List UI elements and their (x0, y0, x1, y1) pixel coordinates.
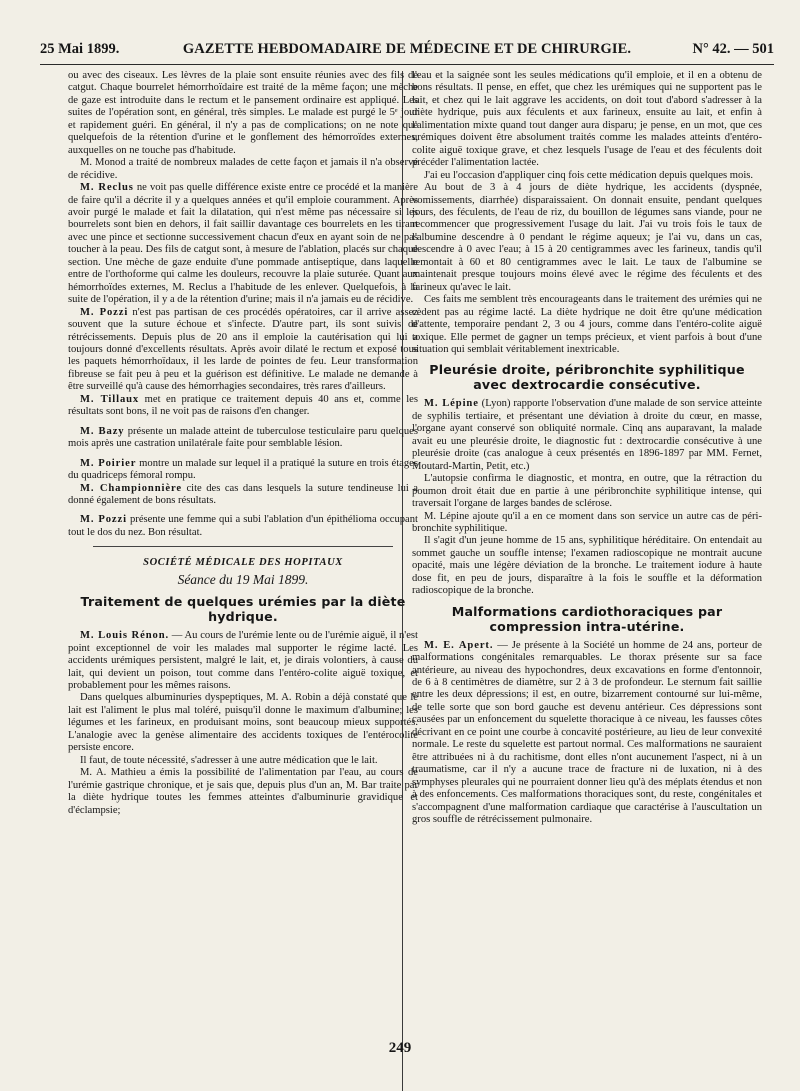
paragraph-text: présente une femme qui a subi l'ablation d'un épithélioma occupant tout le dos du nez. Bon résultat. (68, 514, 418, 538)
paragraph-text: présente un malade atteint de tuberculose testiculaire paru quelques mois après une castration unilatérale faite pour semblable lésion. (68, 425, 418, 450)
paragraph-text: — Au cours de l'urémie lente ou de l'urémie aiguë, il n'est point exceptionnel de voir les malades mal supporter le régime lacté. Les accidents urémiques persistent, malgré le lait, et, je dirais volontiers, à cause du lait, qui devient un poison, tout comme dans l'entéro-colite aiguë toxique, et probablement pour les mêmes raisons. (68, 630, 418, 692)
paragraph (68, 483, 418, 508)
paragraph (68, 307, 418, 394)
left-column (68, 70, 418, 1030)
paragraph-text: n'est pas partisan de ces procédés opératoires, car il arrive assez souvent que la suture échoue et s'infecte. D'autre part, ils sont suivis de rétrécissements. Depuis plus de 20 ans il emploie la cautérisation qui lui a toujours donné d'excellents résultats. Après avoir dilaté le rectum et exposé tous les paquets hémorrhoïdaux, il les larde de pointes de feu. Leur transformation fibreuse se fait peu à peu et la guérison est définitive. Le malade ne demande à être surveillé qu'à cause des hémorrhagies secondaires, très rares d'ailleurs. (68, 306, 418, 393)
paragraph (68, 426, 418, 451)
speaker-name: M. Championnière (80, 482, 182, 494)
paragraph: M. A. Mathieu a émis la possibilité de l'alimentation par l'eau, au cours de l'urémie gastrique chronique, et je sais que, depuis plus d'un an, M. Bar traite par la diète hydrique toutes les femmes atteintes d'albuminurie gravidique et d'éclampsie; (68, 767, 418, 816)
paragraph (68, 182, 418, 307)
paragraph: L'autopsie confirma le diagnostic, et montra, en outre, que la rétraction du poumon droit était due en partie à une péribronchite syphilitique intense, qui traversait l'organe de larges bandes de sclérose. (412, 473, 762, 510)
header-date: 25 Mai 1899. (40, 41, 120, 57)
paragraph-text: (Lyon) rapporte l'observation d'une malade de son service atteinte de syphilis tertiaire, et présentant une déviation à droite du cœur, en masse, l'organe ayant conservé son obliquité normale. Cinq ans auparavant, la malade avait eu une pleurésie droite, le diagnostic fut : dextrocardie consécutive à une pleurésie droite (cas analogue à ceux présentés en 1896-1897 par MM. Fernet, Moutard-Martin, Petit, etc.) (412, 398, 762, 472)
paragraph (68, 458, 418, 483)
paragraph (412, 398, 762, 473)
speaker-name: M. Tillaux (80, 393, 140, 405)
paragraph-text: cite des cas dans lesquels la suture tendineuse lui a donné également de bons résultats. (68, 482, 418, 506)
paragraph: Il s'agit d'un jeune homme de 15 ans, syphilitique héréditaire. On entendait au sommet gauche un souffle intense; l'examen radioscopique ne montrait aucune opacité, mais une légère déviation de la bronche. Le traitement iodure à haute dose fit, en peu de jours, disparaître à la fois le souffle et la déformation radioscopique de la bronche. (412, 535, 762, 597)
paragraph (412, 640, 762, 827)
section-rule (93, 546, 393, 547)
paragraph (68, 514, 418, 539)
journal-title: GAZETTE HEBDOMADAIRE DE MÉDECINE ET DE CHIRURGIE. (182, 41, 632, 57)
paragraph-text: met en pratique ce traitement depuis 40 ans et, comme les résultats sont bons, il ne voit pas de raisons d'en changer. (68, 393, 418, 418)
paragraph: l'eau et la saignée sont les seules médications qu'il emploie, et il en a obtenu de bons résultats. Il pense, en effet, que chez les urémiques qui ne supportent pas le lait, et chez qui le lait aggrave les accidents, on doit tout d'abord s'adresser à la diète hydrique, puis aux féculents et aux farineux, ensuite au lait, et enfin à l'alimentation mixte quand tout danger aura disparu; je pense, en un mot, que ces urémiques doivent être absolument traités comme les malades atteints d'entéro-colite aiguë toxique grave, et chez lesquels l'usage de l'eau et des féculents doit précéder l'alimentation lactée. (412, 70, 762, 169)
paragraph: Ces faits me semblent très encourageants dans le traitement des urémies qui ne cèdent pas au régime lacté. La diète hydrique ne doit être qu'une médication d'attente, temporaire pendant 2, 3 ou 4 jours, comme dans l'entéro-colite aiguë toxique. Elle permet de gagner un temps précieux, et vient parfois à bout d'une situation qui semblait véritablement inextricable. (412, 294, 762, 355)
article-title: Traitement de quelques urémies par la diète hydrique. (80, 594, 406, 625)
paragraph: Il faut, de toute nécessité, s'adresser à une autre médication que le lait. (80, 754, 378, 766)
speaker-name: M. Reclus (80, 182, 134, 194)
paragraph: Dans quelques albuminuries dyspeptiques, M. A. Robin a déjà constaté que le lait est l'aliment le plus mal toléré, puisqu'il donne le maximum d'albumine; les légumes et les farineux, en produisant moins, sont beaucoup mieux supportés. L'analogie avec la genèse alimentaire des accidents toxiques de l'entérocolite persiste encore. (68, 692, 418, 754)
speaker-name: M. E. Apert. (424, 639, 494, 651)
issue-page-number: N° 42. — 501 (692, 41, 774, 57)
paragraph-text: montre un malade sur lequel il a pratiqué la suture en trois étages du quadriceps fémoral rompu. (68, 457, 418, 482)
article-title: Malformations cardiothoraciques par compression intra-utérine. (451, 603, 723, 634)
paragraph: M. Monod a traité de nombreux malades de cette façon et jamais il n'a observé de récidive. (68, 157, 418, 181)
paragraph-text: — Je présente à la Société un homme de 24 ans, porteur de malformations congénitales remarquables. Le thorax présente sur sa face antérieure, au niveau des hypochondres, deux excavations en forme d'entonnoir, de 6 à 8 centimètres de diamètre, sur 2 à 3 de profondeur. Le sternum fait saillie entre les deux dépressions; il est, en outre, bizarrement contourné sur lui-même, de telle sorte que son bord gauche est devenu antérieur. Ces dépressions sont causées par un enfoncement du squelette thoracique à ce niveau, les fausses côtes décrivant en ce point une courbe à concavité postérieure, au lieu de leur convexité normale. Le reste du squelette est partout normal. Ces malformations ne sauraient être attribuées ni à du rachitisme, dont elles n'ont aucunement l'aspect, ni à un traumatisme, car il n'y a aucune trace de fracture ni de luxation, ni à des symphyses pleurales qui ne pourraient donner lieu qu'à des méplats étendus et non à des enfoncements. Ces malformations thoraciques sont, du reste, congénitales et s'accompagnent d'une malformation cardiaque que caractérise à l'auscultation un gros souffle de rétrécissement pulmonaire. (412, 639, 762, 826)
speaker-name: M. Louis Rénon. (80, 630, 170, 642)
speaker-name: M. Pozzi (80, 514, 127, 526)
paragraph: ou avec des ciseaux. Les lèvres de la plaie sont ensuite réunies avec des fils de catgut. Chaque bourrelet hémorrhoïdaire est traité de la même façon; une mèche de gaze est introduite dans le rectum et le pansement ordinaire est appliqué. Les suites de l'opération sont, en général, très simples. Le malade est purgé le 5ᵉ jour et rapidement guéri. En général, il n'y a pas de complications; on ne note que quelquefois de la rétention d'urine et le gonflement des hémorroïdes externes, auxquelles on ne touche pas d'habitude. (68, 70, 418, 156)
speaker-name: M. Lépine (424, 398, 479, 410)
header-rule (40, 64, 774, 65)
speaker-name: M. Poirier (80, 457, 137, 469)
right-column (412, 70, 762, 1030)
paragraph: Au bout de 3 à 4 jours de diète hydrique, les accidents (dyspnée, vomissements, diarrhée) disparaissaient. On donnait ensuite, pendant quelques jours, des féculents, de l'eau de riz, du bouillon de légumes sans viande, pour ne recommencer que progressivement l'usage du lait. J'ai vu trois fois le taux de l'albumine descendre à 0 pendant le régime aqueux; je l'ai vu, dans un cas, descendre à 0 avec l'eau; à 15 à 20 centigrammes avec les farineux, tandis qu'il remontait à 60 et 80 centigrammes avec le lait. Le taux de l'albumine se maintenait presque toujours moins élevé avec le régime des féculents et des farineux qu'avec le lait. (412, 182, 762, 293)
paragraph: M. Lépine ajoute qu'il a en ce moment dans son service un autre cas de péri-bronchite syphilitique. (412, 510, 762, 534)
paragraph: J'ai eu l'occasion d'appliquer cinq fois cette médication depuis quelques mois. (424, 169, 754, 181)
article-title: Pleurésie droite, péribronchite syphilitique avec dextrocardie consécutive. (429, 362, 745, 393)
folio-number: 249 (388, 1040, 412, 1056)
society-heading: SOCIÉTÉ MÉDICALE DES HOPITAUX (143, 557, 343, 569)
paragraph (68, 630, 418, 692)
speaker-name: M. Pozzi (80, 306, 129, 318)
session-date: Séance du 19 Mai 1899. (177, 571, 309, 587)
speaker-name: M. Bazy (80, 425, 125, 437)
paragraph (68, 394, 418, 419)
page-header (40, 41, 774, 63)
paragraph-text: ne voit pas quelle différence existe entre ce procédé et la manière de faire qu'il a décrite il y a quelques années et qu'il emploie couramment. Après avoir purgé le malade et fait la dilatation, qui n'est même pas nécessaire si les bourrelets sont bien en dehors, il fait saillir davantage ces bourrelets en les tirant avec une pince et sectionne successivement chacun d'eux en ayant soin de ne pas toucher à la peau. Des fils de catgut sont, à mesure de l'ablation, placés sur chaque section. Une mèche de gaze enduite d'une pommade antiseptique, dans laquelle entre de l'orthoforme qui calme les douleurs, recouvre la plaie suturée. Quant aux hémorrhoïdes externes, M. Reclus a l'habitude de les enlever. Quelquefois, à la suite de l'opération, il y a de la rétention d'urine; mais il n'a jamais eu de récidive. (68, 182, 418, 306)
